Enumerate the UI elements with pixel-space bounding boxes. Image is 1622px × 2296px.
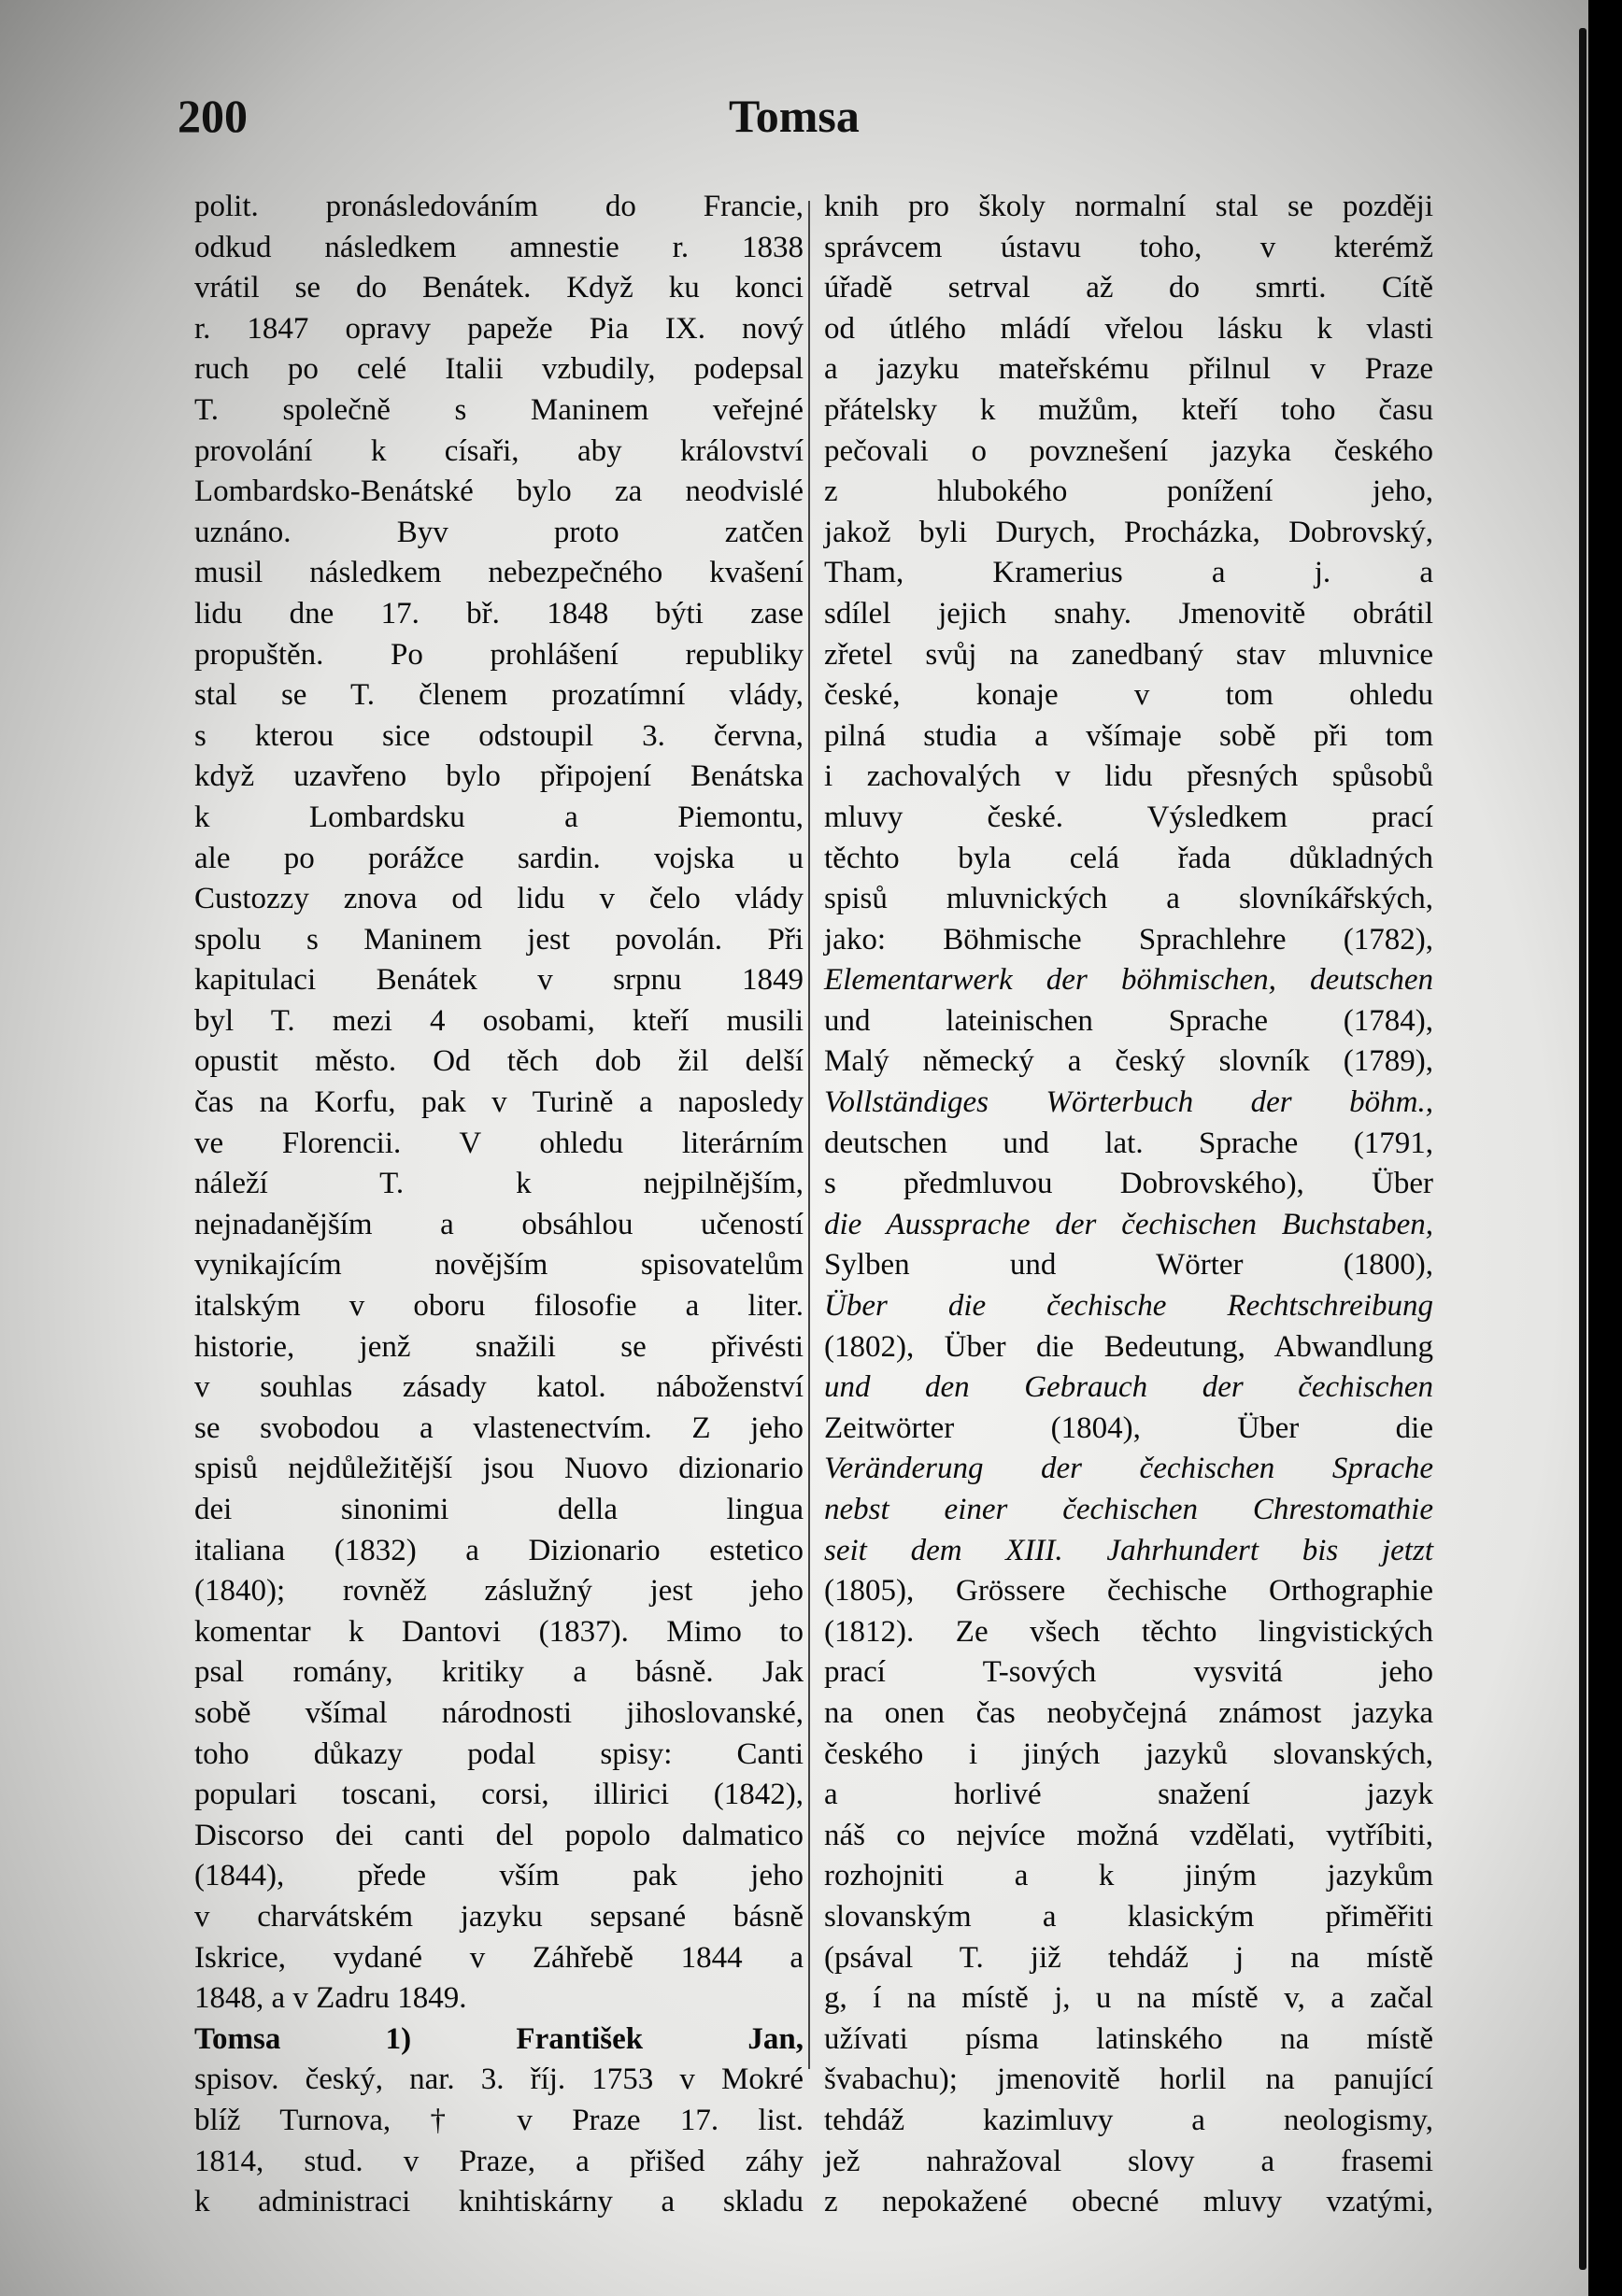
text-line: Vollständiges Wörterbuch der böhm., [824,1085,1433,1120]
text-line: v charvátském jazyku sepsané básně [194,1899,804,1934]
text-line: (1840); rovněž záslužný jest jeho [194,1574,804,1609]
text-line: ve Florencii. V ohledu literárním [194,1126,804,1160]
text-line: pilná studia a všímaje sobě při tom [824,718,1433,753]
text-line: (1844), přede vším pak jeho [194,1859,804,1893]
text-line: Custozzy znova od lidu v čelo vlády [194,882,804,916]
text-line: spisů nejdůležitější jsou Nuovo dizionario [194,1452,804,1486]
text-line: rozhojniti a k jiným jazykům [824,1859,1433,1893]
text-line: jakož byli Durych, Procházka, Dobrovský, [824,515,1433,549]
text-line: v souhlas zásady katol. náboženství [194,1370,804,1405]
text-line: Iskrice, vydané v Záhřebě 1844 a [194,1940,804,1975]
text-line: und den Gebrauch der čechischen [824,1370,1433,1405]
entry-heading: Tomsa 1) František Jan, [194,2021,804,2056]
text-line: na onen čas neobyčejná známost jazyka [824,1695,1433,1730]
text-line: od útlého mládí vřelou lásku k vlasti [824,311,1433,346]
text-line: užívati písma latinského na místě [824,2021,1433,2056]
text-line: blíž Turnova, † v Praze 17. list. [194,2103,804,2137]
text-line: sdílel jejich snahy. Jmenovitě obrátil [824,596,1433,631]
text-line: z hlubokého ponížení jeho, [824,475,1433,509]
text-line: provolání k císaři, aby království [194,433,804,468]
text-line: deutschen und lat. Sprache (1791, [824,1126,1433,1160]
text-line: Malý německý a český slovník (1789), [824,1044,1433,1079]
text-line: a jazyku mateřskému přilnul v Praze [824,352,1433,387]
text-line: Zeitwörter (1804), Über die [824,1410,1433,1445]
text-line: čas na Korfu, pak v Turině a naposledy [194,1085,804,1120]
text-line: spisov. český, nar. 3. říj. 1753 v Mokré [194,2062,804,2097]
text-line: italským v oboru filosofie a liter. [194,1289,804,1324]
text-line: odkud následkem amnestie r. 1838 [194,230,804,264]
text-line: přátelsky k mužům, kteří toho času [824,392,1433,427]
text-line: populari toscani, corsi, illirici (1842), [194,1778,804,1812]
text-line: zřetel svůj na zanedbaný stav mluvnice [824,637,1433,672]
text-line: 1848, a v Zadru 1849. [194,1981,467,2016]
text-line: se svobodou a vlastenectvím. Z jeho [194,1410,804,1445]
text-line: italiana (1832) a Dizionario estetico [194,1533,804,1567]
text-line: g, í na místě j, u na místě v, a začal [824,1981,1433,2016]
text-line: Über die čechische Rechtschreibung [824,1289,1433,1324]
text-line: (psával T. již tehdáž j na místě [824,1940,1433,1975]
text-line: prací T-sových vysvitá jeho [824,1655,1433,1690]
text-line: uznáno. Byv proto zatčen [194,515,804,549]
text-line: české, konaje v tom ohledu [824,678,1433,713]
text-line: 1814, stud. v Praze, a přišed záhy [194,2144,804,2178]
text-line: kapitulaci Benátek v srpnu 1849 [194,963,804,998]
text-line: Elementarwerk der böhmischen, deutschen [824,963,1433,998]
text-line: slovanským a klasickým přiměřiti [824,1899,1433,1934]
text-line: úřadě setrval až do smrti. Cítě [824,271,1433,305]
text-line: (1805), Grössere čechische Orthographie [824,1574,1433,1609]
running-head: Tomsa [729,90,860,142]
text-line: (1802), Über die Bedeutung, Abwandlung [824,1329,1433,1364]
text-line: propuštěn. Po prohlášení republiky [194,637,804,672]
text-line: Discorso dei canti del popolo dalmatico [194,1818,804,1852]
text-line: k administraci knihtiskárny a skladu [194,2185,804,2219]
right-column [824,187,1433,2223]
text-line: Sylben und Wörter (1800), [824,1248,1433,1283]
text-line: Veränderung der čechischen Sprache [824,1452,1433,1486]
text-line: když uzavřeno bylo připojení Benátska [194,759,804,794]
page-number: 200 [178,90,248,142]
text-line: byl T. mezi 4 osobami, kteří musili [194,1003,804,1038]
text-line: und lateinischen Sprache (1784), [824,1003,1433,1038]
text-line: historie, jenž snažili se přivésti [194,1329,804,1364]
text-line: vrátil se do Benátek. Když ku konci [194,271,804,305]
text-line: k Lombardsku a Piemontu, [194,800,804,834]
text-line: lidu dne 17. bř. 1848 býti zase [194,596,804,631]
text-line: náleží T. k nejpilnějším, [194,1167,804,1201]
text-line: spisů mluvnických a slovníkářských, [824,882,1433,916]
text-line: a horlivé snažení jazyk [824,1778,1433,1812]
text-line: vynikajícím novějším spisovatelům [194,1248,804,1283]
text-line: knih pro školy normalní stal se později [824,190,1433,223]
text-line: pečovali o povznešení jazyka českého [824,433,1433,468]
column-divider [808,201,810,2069]
text-line: r. 1847 opravy papeže Pia IX. nový [194,311,804,346]
text-line: spolu s Maninem jest povolán. Při [194,922,804,957]
text-line: ale po porážce sardin. vojska u [194,841,804,875]
text-line: ruch po celé Italii vzbudily, podepsal [194,352,804,387]
page-edge [1579,28,1586,2270]
text-line: opustit město. Od těch dob žil delší [194,1044,804,1079]
text-line: s předmluvou Dobrovského), Über [824,1167,1433,1201]
text-line: sobě všímal národnosti jihoslovanské, [194,1695,804,1730]
text-line: musil následkem nebezpečného kvašení [194,556,804,590]
text-line: s kterou sice odstoupil 3. června, [194,718,804,753]
text-line: Lombardsko-Benátské bylo za neodvislé [194,475,804,509]
text-line: (1812). Ze všech těchto lingvistických [824,1614,1433,1649]
text-line: českého i jiných jazyků slovanských, [824,1736,1433,1771]
text-line: náš co nejvíce možná vzdělati, vytříbiti, [824,1818,1433,1852]
text-line: jež nahražoval slovy a frasemi [824,2144,1433,2178]
text-line: mluvy české. Výsledkem prací [824,800,1433,834]
text-line: nejnadanějším a obsáhlou učeností [194,1207,804,1241]
text-line: Tham, Kramerius a j. a [824,556,1433,590]
text-line: správcem ústavu toho, v kterémž [824,230,1433,264]
text-line: die Aussprache der čechischen Buchstaben, [824,1207,1433,1241]
text-line: těchto byla celá řada důkladných [824,841,1433,875]
text-line: psal romány, kritiky a básně. Jak [194,1655,804,1690]
text-line: stal se T. členem prozatímní vlády, [194,678,804,713]
text-line: T. společně s Maninem veřejné [194,392,804,427]
text-line: jako: Böhmische Sprachlehre (1782), [824,922,1433,957]
text-line: i zachovalých v lidu přesných spůsobů [824,759,1433,794]
text-line: z nepokažené obecné mluvy vzatými, [824,2185,1433,2219]
text-line: nebst einer čechischen Chrestomathie [824,1493,1433,1526]
text-line: seit dem XIII. Jahrhundert bis jetzt [824,1533,1433,1567]
text-line: toho důkazy podal spisy: Canti [194,1736,804,1771]
text-line: tehdáž kazimluvy a neologismy, [824,2103,1433,2137]
left-column [194,187,804,2223]
text-line: švabachu); jmenovitě horlil na panující [824,2062,1433,2097]
text-line: polit. pronásledováním do Francie, [194,190,804,223]
text-line: komentar k Dantovi (1837). Mimo to [194,1614,804,1649]
text-line: dei sinonimi della lingua [194,1493,804,1526]
